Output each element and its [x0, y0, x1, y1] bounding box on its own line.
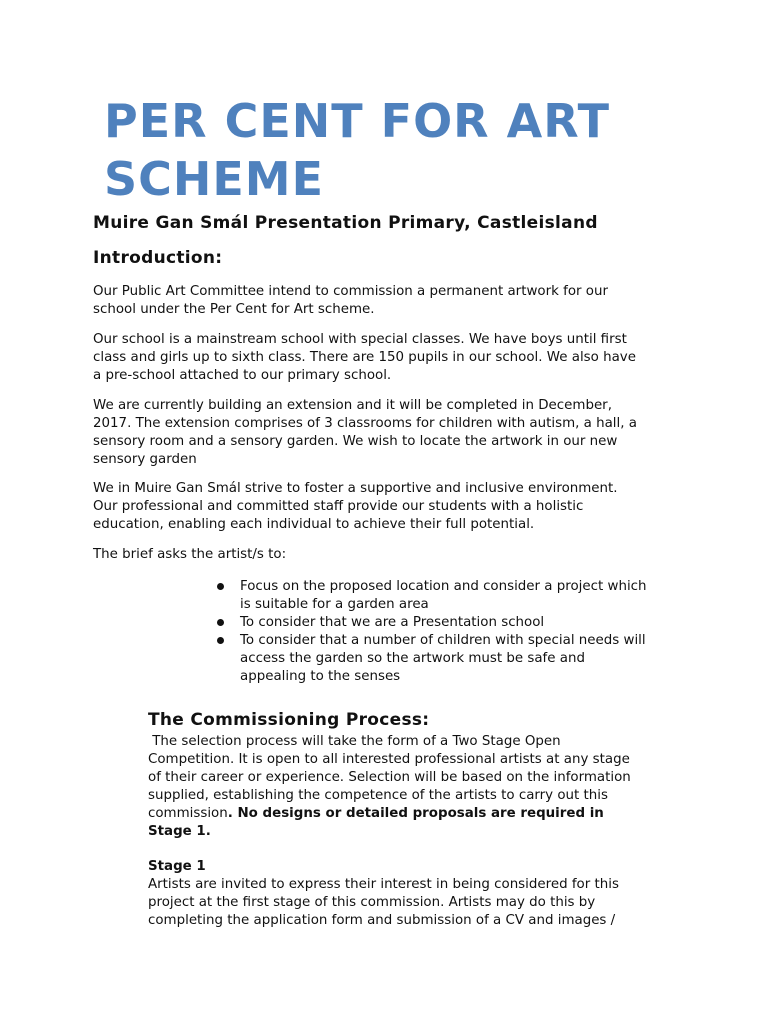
intro-paragraph-1: [93, 283, 693, 319]
text-line: Artists are invited to express their interest in being considered for this: [148, 877, 619, 892]
intro-paragraph-4: [93, 480, 693, 534]
text-line: [148, 805, 678, 823]
stage-1-paragraph: [148, 876, 678, 930]
bullet-item: [210, 614, 690, 632]
text-line: a pre-school attached to our primary school.: [93, 368, 392, 383]
bullet-item: [210, 632, 690, 686]
text-line: To consider that we are a Presentation school: [240, 615, 545, 630]
document-title: [104, 92, 704, 208]
commissioning-process-paragraph: [148, 733, 678, 841]
intro-paragraph-2: [93, 331, 693, 385]
brief-bullet-list: [210, 578, 690, 686]
title-line-1: PER CENT FOR ART: [104, 94, 610, 148]
text-line: The selection process will take the form of a Two Stage Open: [148, 734, 561, 749]
text-line: of their career or experience. Selection will be based on the information: [148, 770, 631, 785]
bold-text-fragment: . No designs or detailed proposals are required in: [227, 806, 604, 821]
bullet-dot-icon: [217, 637, 224, 644]
brief-intro-paragraph: [93, 546, 693, 564]
text-line: is suitable for a garden area: [240, 597, 429, 612]
intro-paragraph-3: [93, 397, 693, 469]
text-line: appealing to the senses: [240, 669, 401, 684]
text-line: project at the first stage of this commission. Artists may do this by: [148, 895, 596, 910]
text-line: completing the application form and submission of a CV and images /: [148, 913, 616, 928]
text-line: We in Muire Gan Smál strive to foster a supportive and inclusive environment.: [93, 481, 618, 496]
text-line: 2017. The extension comprises of 3 classrooms for children with autism, a hall, a: [93, 416, 637, 431]
school-name-heading: Muire Gan Smál Presentation Primary, Castleisland: [93, 213, 598, 233]
bold-text-fragment: Stage 1.: [148, 824, 211, 839]
bullet-dot-icon: [217, 619, 224, 626]
text-line: Our Public Art Committee intend to commission a permanent artwork for our: [93, 284, 608, 299]
text-line: sensory garden: [93, 452, 197, 467]
bullet-item: [210, 578, 690, 614]
stage-1-heading: Stage 1: [148, 859, 206, 874]
text-line: access the garden so the artwork must be safe and: [240, 651, 585, 666]
text-line: Our professional and committed staff provide our students with a holistic: [93, 499, 584, 514]
text-line: The brief asks the artist/s to:: [93, 547, 287, 562]
text-line: Competition. It is open to all interested professional artists at any stage: [148, 752, 630, 767]
text-line: Our school is a mainstream school with special classes. We have boys until first: [93, 332, 627, 347]
title-line-2: SCHEME: [104, 152, 325, 206]
text-line: sensory room and a sensory garden. We wish to locate the artwork in our new: [93, 434, 618, 449]
text-line: Focus on the proposed location and consider a project which: [240, 579, 647, 594]
introduction-heading: Introduction:: [93, 248, 223, 268]
text-line: education, enabling each individual to achieve their full potential.: [93, 517, 535, 532]
text-line: We are currently building an extension and it will be completed in December,: [93, 398, 612, 413]
text-line: class and girls up to sixth class. There are 150 pupils in our school. We also have: [93, 350, 636, 365]
text-fragment: commission: [148, 806, 228, 821]
text-line: [148, 823, 678, 841]
text-line: school under the Per Cent for Art scheme.: [93, 302, 375, 317]
bullet-dot-icon: [217, 583, 224, 590]
text-line: To consider that a number of children with special needs will: [240, 633, 646, 648]
commissioning-process-heading: The Commissioning Process:: [148, 710, 430, 730]
text-line: supplied, establishing the competence of the artists to carry out this: [148, 788, 608, 803]
